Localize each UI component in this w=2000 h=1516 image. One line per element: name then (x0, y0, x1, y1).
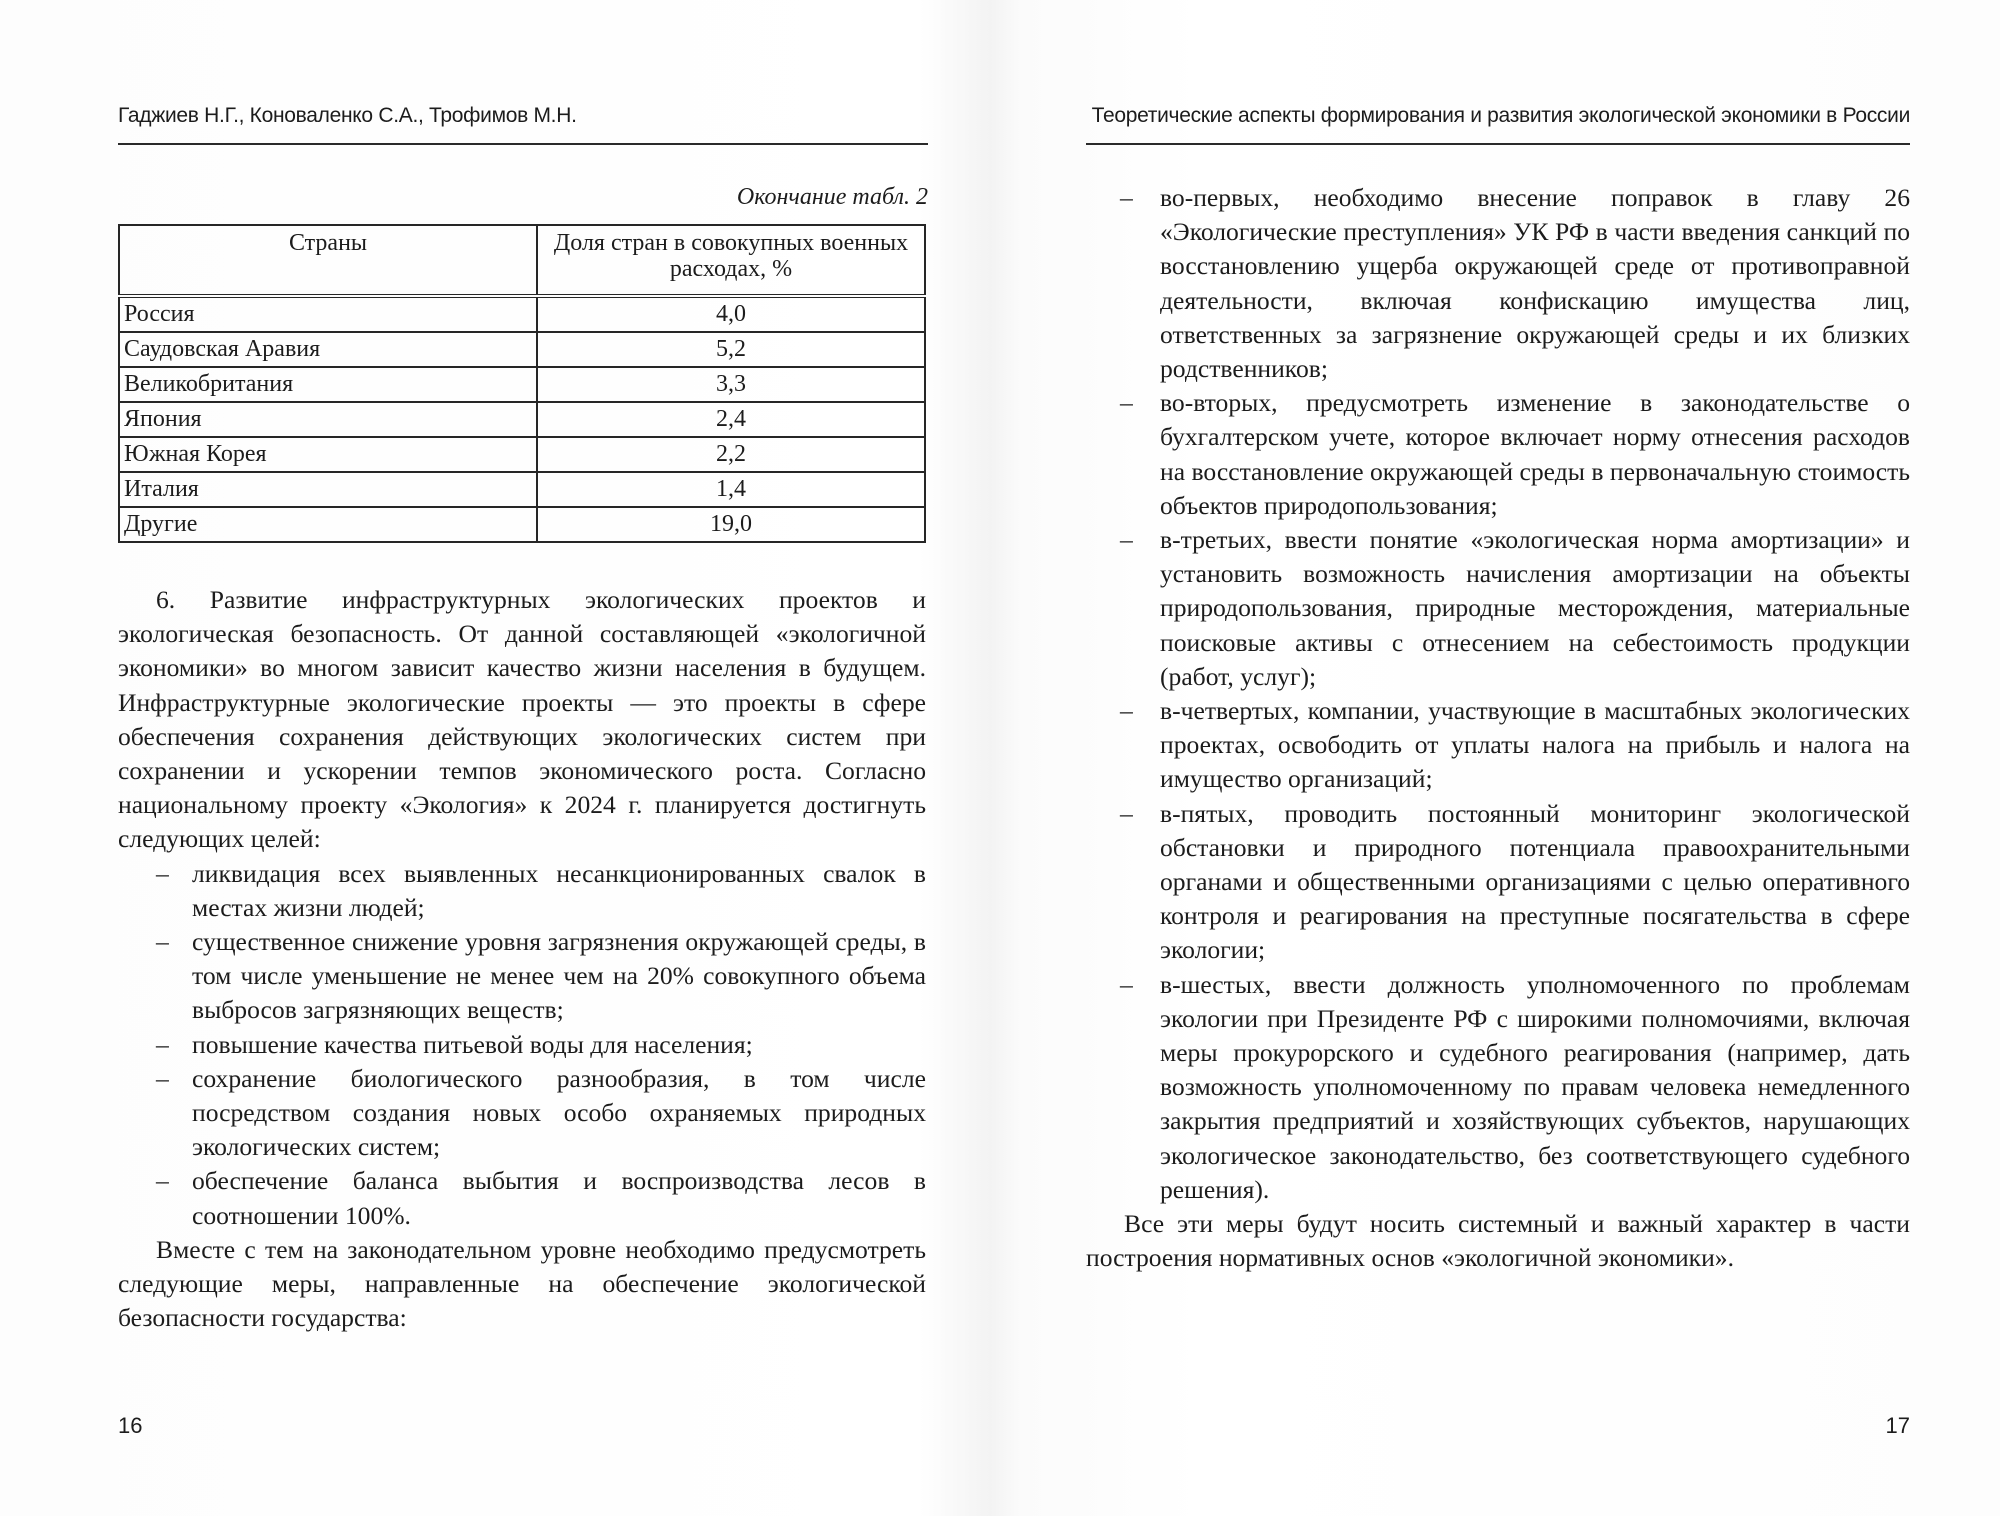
list-item (1086, 797, 1910, 968)
page-number: 17 (1885, 1413, 1910, 1438)
share-cell: 1,4 (537, 472, 925, 507)
body-paragraph: 6. Развитие инфраструктурных экологических проектов и экологическая безопасность. От данной составляющей «экологичной экономики» во многом зависит качество жизни населения в будущем. Инфраструктурные экологические проекты — это проекты в сфере обеспечения сохранения действующих экологических систем при сохранении и ускорении темпов экономического роста. Согласно национальному проекту «Экология» к 2024 г. планируется достигнуть следующих целей: (118, 585, 926, 854)
country-cell: Россия (119, 296, 537, 332)
list-item-text: повышение качества питьевой воды для населения; (192, 1029, 753, 1059)
list-dash: – (156, 1166, 169, 1196)
table-row (119, 507, 925, 542)
list-item (118, 857, 926, 925)
list-item-text: в-четвертых, компании, участвующие в масштабных экологических проектах, освободить от уплаты налога на прибыль и налога на имущество организаций; (1160, 696, 1910, 794)
country-cell: Другие (119, 507, 537, 542)
page-number: 16 (118, 1413, 143, 1438)
list-dash: – (156, 927, 169, 957)
list-item (1086, 181, 1910, 386)
list-item (1086, 694, 1910, 797)
list-item (1086, 386, 1910, 523)
country-cell: Япония (119, 402, 537, 437)
country-cell: Саудовская Аравия (119, 332, 537, 367)
column-header-share: Доля стран в совокупных военных расходах, % (537, 225, 925, 296)
table-caption: Окончание табл. 2 (736, 184, 928, 210)
body-paragraph: Все эти меры будут носить системный и важный характер в части построения нормативных основ «экологичной экономики». (1086, 1209, 1910, 1273)
table-row (119, 437, 925, 472)
running-head-title: Теоретические аспекты формирования и развития экологической экономики в России (1091, 104, 1910, 127)
list-dash: – (156, 1029, 169, 1059)
table-row (119, 472, 925, 507)
share-cell: 3,3 (537, 367, 925, 402)
running-head-authors: Гаджиев Н.Г., Коноваленко С.А., Трофимов М.Н. (118, 104, 577, 127)
list-item-text: обеспечение баланса выбытия и воспроизводства лесов в соотношении 100%. (192, 1166, 926, 1230)
list-dash: – (1120, 525, 1133, 555)
military-spending-table (118, 224, 926, 543)
list-item-text: существенное снижение уровня загрязнения окружающей среды, в том числе уменьшение не менее чем на 20% совокупного объема выбросов загрязняющих веществ; (192, 927, 926, 1025)
list-item (1086, 523, 1910, 694)
list-item (1086, 968, 1910, 1207)
list-item-text: сохранение биологического разнообразия, в том числе посредством создания новых особо охраняемых природных экологических систем; (192, 1063, 926, 1162)
list-item (118, 1164, 926, 1232)
list-dash: – (1120, 388, 1133, 418)
share-cell: 4,0 (537, 296, 925, 332)
list-dash: – (156, 858, 169, 888)
list-dash: – (1120, 183, 1133, 212)
column-header-countries: Страны (119, 225, 537, 296)
list-item-text: ликвидация всех выявленных несанкционированных свалок в местах жизни людей; (192, 858, 926, 922)
header-rule (1086, 143, 1910, 145)
header-rule (118, 143, 928, 145)
list-item-text: в-шестых, ввести должность уполномоченного по проблемам экологии при Президенте РФ с широкими полномочиями, включая меры прокурорского и судебного реагирования (например, дать возможность уполномоченному по правам человека немедленного закрытия предприятий и хозяйствующих субъектов, нарушающих экологическое законодательство, без соответствующего судебного решения). (1160, 969, 1910, 1204)
share-cell: 2,2 (537, 437, 925, 472)
right-body-text (1086, 181, 1910, 1276)
list-item-text: в-пятых, проводить постоянный мониторинг экологической обстановки и природного потенциала правоохранительными органами и общественными организациями с целью оперативного контроля и реагирования на преступные посягательства в сфере экологии; (1160, 798, 1910, 965)
table-row (119, 296, 925, 332)
share-cell: 5,2 (537, 332, 925, 367)
country-cell: Южная Корея (119, 437, 537, 472)
left-body-text (118, 583, 926, 1335)
list-item (118, 925, 926, 1028)
table-row (119, 367, 925, 402)
left-page (118, 0, 928, 1516)
measures-list (1086, 181, 1910, 1207)
list-dash: – (1120, 798, 1133, 828)
country-cell: Италия (119, 472, 537, 507)
goals-list (118, 857, 926, 1233)
table-header-row (119, 225, 925, 296)
share-cell: 19,0 (537, 507, 925, 542)
country-cell: Великобритания (119, 367, 537, 402)
list-item-text: в-третьих, ввести понятие «экологическая норма амортизации» и установить возможность начисления амортизации на объекты природопользования, природные месторождения, материальные поисковые активы с отнесением на себестоимость продукции (работ, услуг); (1160, 525, 1910, 691)
list-item (118, 1062, 926, 1165)
list-dash: – (1120, 969, 1133, 999)
table-row (119, 402, 925, 437)
list-item-text: во-первых, необходимо внесение поправок в главу 26 «Экологические преступления» УК РФ в части введения санкций по восстановлению ущерба окружающей среде от противоправной деятельности, включая конфискацию имущества лиц, ответственных за загрязнение окружающей среды и их близких родственников; (1160, 183, 1910, 384)
list-item-text: во-вторых, предусмотреть изменение в законодательстве о бухгалтерском учете, которое включает норму отнесения расходов на восстановление окружающей среды в первоначальную стоимость объектов природопользования; (1160, 388, 1910, 520)
body-paragraph: Вместе с тем на законодательном уровне необходимо предусмотреть следующие меры, направленные на обеспечение экологической безопасности государства: (118, 1234, 926, 1333)
table-row (119, 332, 925, 367)
share-cell: 2,4 (537, 402, 925, 437)
list-dash: – (156, 1063, 169, 1093)
list-dash: – (1120, 696, 1133, 726)
right-page (1086, 0, 1910, 1516)
list-item (118, 1028, 926, 1062)
